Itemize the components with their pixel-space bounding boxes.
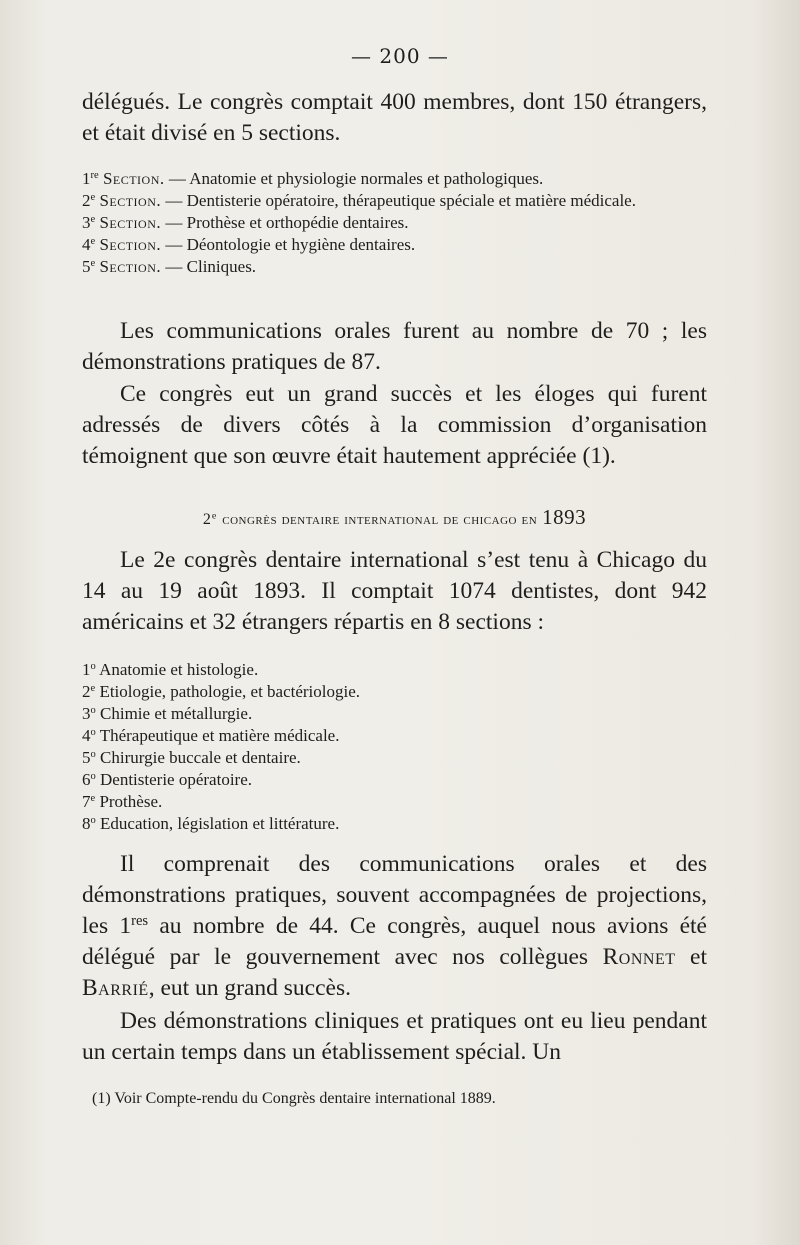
item-number: 5 — [82, 748, 91, 767]
intro-paragraph: délégués. Le congrès comptait 400 membres, dont 150 étrangers, et était divisé en 5 sections. — [82, 89, 707, 146]
section-1893-item — [82, 703, 707, 725]
item-ordinal: o — [90, 749, 96, 761]
section-label: Section. — [99, 257, 162, 276]
paragraph-comprenait — [82, 849, 707, 1004]
section-1893-item — [82, 791, 707, 813]
section-1893-item — [82, 681, 707, 703]
paragraph-communications: Les communications orales furent au nombre de 70 ; les démonstrations pratiques de 87. — [82, 318, 707, 375]
text-run: au nombre de 44. Ce congrès, auquel nous avions été délégué par le gouvernement avec nos collègues — [82, 913, 707, 970]
item-number: 2 — [82, 191, 91, 210]
item-ordinal: o — [90, 661, 96, 673]
item-ordinal: e — [90, 793, 96, 805]
text-run: et — [675, 944, 707, 970]
heading-text: congrès dentaire international de chicago en — [222, 511, 538, 528]
item-ordinal: re — [90, 170, 99, 182]
text-run: , eut un grand succès. — [148, 975, 351, 1001]
item-text: Chirurgie buccale et dentaire. — [100, 748, 301, 767]
item-text: — Cliniques. — [165, 257, 257, 276]
sections-1889-list — [82, 168, 707, 278]
item-text: Dentisterie opératoire. — [100, 770, 253, 789]
item-ordinal: e — [90, 683, 96, 695]
item-number: 2 — [82, 682, 91, 701]
section-1889-item — [82, 256, 707, 278]
section-1893-item — [82, 769, 707, 791]
item-number: 4 — [82, 726, 91, 745]
section-label: Section. — [102, 169, 165, 188]
section-1893-item — [82, 813, 707, 835]
item-number: 5 — [82, 257, 91, 276]
item-text: — Dentisterie opératoire, thérapeutique spéciale et matière médicale. — [165, 191, 636, 210]
item-number: 3 — [82, 213, 91, 232]
section-1893-item — [82, 747, 707, 769]
ordinal-superscript: res — [131, 913, 149, 929]
item-number: 8 — [82, 814, 91, 833]
item-number: 6 — [82, 770, 91, 789]
page-number: — 200 — — [351, 44, 449, 68]
item-text: — Déontologie et hygiène dentaires. — [165, 235, 416, 254]
section-label: Section. — [99, 213, 162, 232]
paragraph-chicago: Le 2e congrès dentaire international s’est tenu à Chicago du 14 au 19 août 1893. Il comptait 1074 dentistes, dont 942 américains et 32 étrangers répartis en 8 sections : — [82, 547, 707, 635]
item-number: 1 — [82, 169, 91, 188]
heading-year: 1893 — [542, 505, 587, 529]
section-heading — [82, 505, 707, 530]
item-ordinal: o — [90, 705, 96, 717]
item-ordinal: e — [90, 258, 96, 270]
item-text: Thérapeutique et matière médicale. — [99, 726, 340, 745]
item-text: Etiologie, pathologie, et bactériologie. — [99, 682, 361, 701]
item-ordinal: e — [90, 192, 96, 204]
item-number: 1 — [82, 660, 91, 679]
item-text: Prothèse. — [99, 792, 163, 811]
paragraph-demonstrations: Des démonstrations cliniques et pratiques ont eu lieu pendant un certain temps dans un établissement spécial. Un — [82, 1008, 707, 1065]
person-name: Barrié — [82, 975, 149, 1001]
paragraph-success: Ce congrès eut un grand succès et les éloges qui furent adressés de divers côtés à la commission d’organisation témoignent que son œuvre était hautement appréciée (1). — [82, 381, 707, 469]
section-1893-item — [82, 725, 707, 747]
item-text: Chimie et métallurgie. — [100, 704, 253, 723]
item-number: 3 — [82, 704, 91, 723]
text-run: Il comprenait des communications orales et des démonstrations pratiques, souvent accompagnées de projections, les 1 — [82, 851, 707, 939]
item-text: — Prothèse et orthopédie dentaires. — [165, 213, 409, 232]
section-1889-item — [82, 168, 707, 190]
heading-number: 2 — [202, 511, 212, 528]
section-label: Section. — [99, 235, 162, 254]
section-1889-item — [82, 234, 707, 256]
item-ordinal: o — [90, 815, 96, 827]
sections-1893-list — [82, 659, 707, 835]
person-name: Ronnet — [602, 944, 676, 970]
item-number: 4 — [82, 235, 91, 254]
item-text: Anatomie et histologie. — [99, 660, 259, 679]
item-text: Education, législation et littérature. — [100, 814, 340, 833]
section-label: Section. — [99, 191, 162, 210]
section-1889-item — [82, 190, 707, 212]
item-ordinal: e — [90, 236, 96, 248]
section-1893-item — [82, 659, 707, 681]
item-ordinal: e — [90, 214, 96, 226]
item-ordinal: o — [90, 771, 96, 783]
item-text: — Anatomie et physiologie normales et pathologiques. — [168, 169, 544, 188]
item-ordinal: o — [90, 727, 96, 739]
section-1889-item — [82, 212, 707, 234]
item-number: 7 — [82, 792, 91, 811]
heading-ordinal: e — [211, 510, 218, 522]
footnote: (1) Voir Compte-rendu du Congrès dentaire international 1889. — [92, 1090, 496, 1107]
